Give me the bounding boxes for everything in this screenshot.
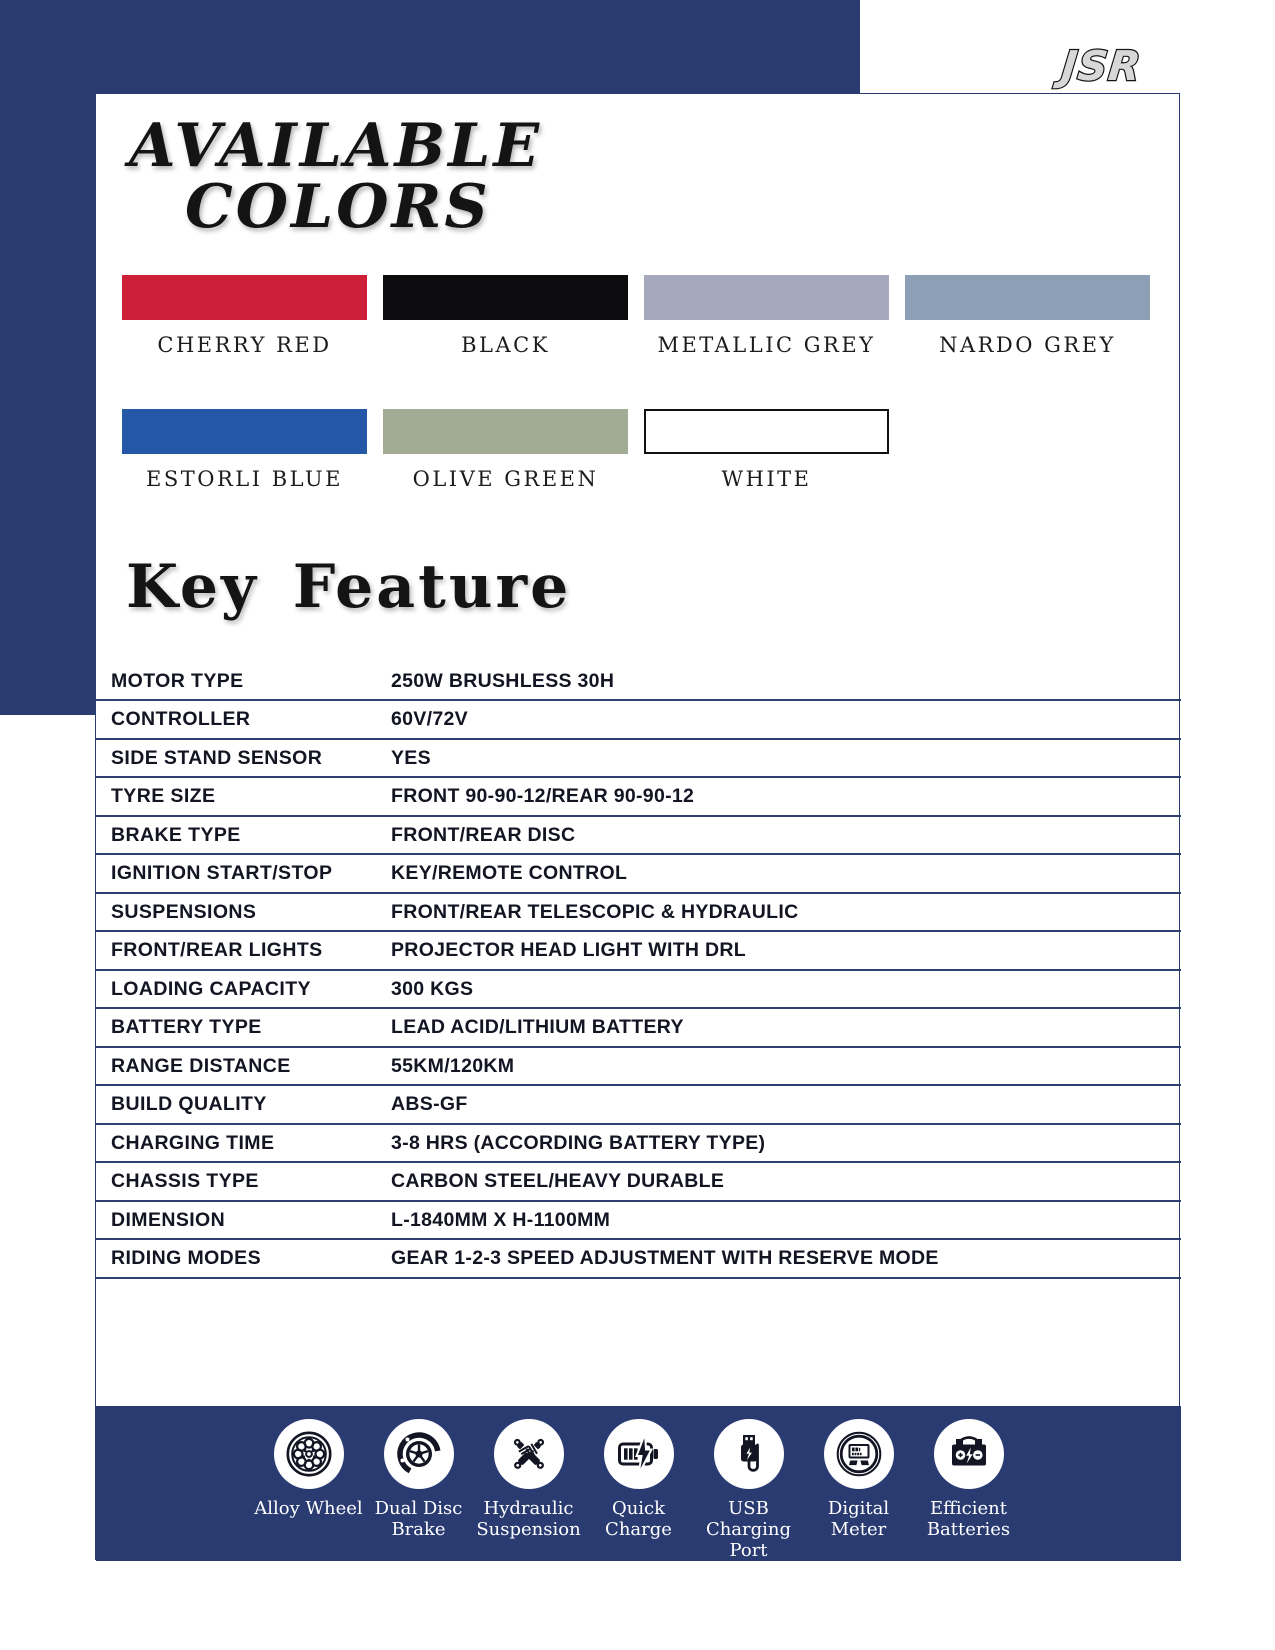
- footer-feature-item: [804, 1419, 914, 1540]
- footer-feature-label: USB Charging Port: [705, 1498, 792, 1562]
- available-colors-title: [129, 111, 543, 243]
- spec-row: [96, 817, 1181, 856]
- spec-value: 300 KGS: [391, 977, 474, 1000]
- spec-label: IGNITION START/STOP: [111, 862, 333, 885]
- dual-disc-brake-icon: [384, 1419, 454, 1489]
- spec-value: 3-8 HRS (ACCORDING BATTERY TYPE): [391, 1131, 766, 1154]
- alloy-wheel-icon: [274, 1419, 344, 1489]
- footer-feature-item: [914, 1419, 1024, 1540]
- spec-value: FRONT 90-90-12/REAR 90-90-12: [391, 785, 695, 808]
- spec-value: GEAR 1-2-3 SPEED ADJUSTMENT WITH RESERVE MODE: [391, 1247, 939, 1270]
- available-colors-title-line1: AVAILABLE: [129, 111, 543, 181]
- spec-row: [96, 932, 1181, 971]
- spec-row: [96, 971, 1181, 1010]
- color-swatch-label: WHITE: [721, 467, 812, 491]
- footer-feature-label: Efficient Batteries: [926, 1498, 1011, 1541]
- spec-label: CONTROLLER: [111, 708, 251, 731]
- spec-value: ABS-GF: [391, 1093, 468, 1116]
- spec-row: [96, 1048, 1181, 1087]
- svg-text:JSR: JSR: [1059, 42, 1144, 90]
- spec-label: MOTOR TYPE: [111, 669, 244, 692]
- spec-label: CHASSIS TYPE: [111, 1170, 259, 1193]
- color-swatch-label: CHERRY RED: [157, 333, 332, 357]
- content-card: [95, 93, 1180, 1560]
- spec-value: KEY/REMOTE CONTROL: [391, 862, 628, 885]
- color-swatch: [644, 409, 889, 454]
- spec-value: LEAD ACID/LITHIUM BATTERY: [391, 1016, 684, 1039]
- spec-table: [96, 663, 1181, 1279]
- color-swatch: [383, 409, 628, 454]
- spec-value: L-1840MM X H-1100MM: [391, 1208, 611, 1231]
- color-swatch-item: [644, 409, 889, 491]
- spec-label: BATTERY TYPE: [111, 1016, 262, 1039]
- spec-label: CHARGING TIME: [111, 1131, 275, 1154]
- color-swatch-item: [644, 275, 889, 357]
- available-colors-title-line2: COLORS: [185, 172, 491, 243]
- left-navy-strip: [0, 0, 96, 715]
- spec-row: [96, 1086, 1181, 1125]
- spec-row: [96, 778, 1181, 817]
- spec-label: BUILD QUALITY: [111, 1093, 267, 1116]
- footer-feature-item: [584, 1419, 694, 1540]
- footer-feature-item: [694, 1419, 804, 1562]
- spec-value: 250W BRUSHLESS 30H: [391, 669, 615, 692]
- color-swatch: [383, 275, 628, 320]
- spec-row: [96, 1240, 1181, 1279]
- color-swatch: [122, 409, 367, 454]
- color-swatch: [122, 275, 367, 320]
- color-swatch-label: NARDO GREY: [939, 333, 1116, 357]
- spec-label: RANGE DISTANCE: [111, 1054, 291, 1077]
- usb-charging-port-icon: [714, 1419, 784, 1489]
- hydraulic-suspension-icon: [494, 1419, 564, 1489]
- quick-charge-icon: [604, 1419, 674, 1489]
- spec-value: 55KM/120KM: [391, 1054, 515, 1077]
- spec-label: TYRE SIZE: [111, 785, 216, 808]
- spec-label: DIMENSION: [111, 1208, 226, 1231]
- color-swatch-item: [905, 275, 1150, 357]
- jsr-logo: [1026, 42, 1178, 90]
- spec-row: [96, 1163, 1181, 1202]
- spec-label: LOADING CAPACITY: [111, 977, 311, 1000]
- logo-corner: [860, 0, 1275, 93]
- spec-value: YES: [391, 746, 431, 769]
- spec-row: [96, 1009, 1181, 1048]
- spec-label: FRONT/REAR LIGHTS: [111, 939, 323, 962]
- spec-row: [96, 1125, 1181, 1164]
- spec-value: CARBON STEEL/HEAVY DURABLE: [391, 1170, 725, 1193]
- spec-label: SUSPENSIONS: [111, 900, 257, 923]
- color-swatch-item: [122, 275, 367, 357]
- spec-label: RIDING MODES: [111, 1247, 261, 1270]
- color-swatch-label: BLACK: [461, 333, 550, 357]
- color-swatch-label: METALLIC GREY: [657, 333, 876, 357]
- footer-feature-item: [254, 1419, 364, 1519]
- spec-row: [96, 855, 1181, 894]
- footer-feature-item: [364, 1419, 474, 1540]
- footer-feature-label: Alloy Wheel: [254, 1498, 363, 1519]
- spec-value: 60V/72V: [391, 708, 468, 731]
- key-feature-title: Key Feature: [126, 552, 572, 622]
- spec-row: [96, 701, 1181, 740]
- spec-label: BRAKE TYPE: [111, 823, 241, 846]
- spec-row: [96, 894, 1181, 933]
- efficient-batteries-icon: [934, 1419, 1004, 1489]
- footer-feature-item: [474, 1419, 584, 1540]
- digital-meter-icon: [824, 1419, 894, 1489]
- footer-feature-label: Quick Charge: [605, 1498, 672, 1541]
- color-swatch: [905, 275, 1150, 320]
- footer-feature-label: Dual Disc Brake: [374, 1498, 463, 1541]
- spec-row: [96, 1202, 1181, 1241]
- color-swatch-item: [383, 409, 628, 491]
- footer-feature-label: Digital Meter: [827, 1498, 890, 1541]
- color-swatch: [644, 275, 889, 320]
- spec-label: SIDE STAND SENSOR: [111, 746, 323, 769]
- color-swatch-item: [383, 275, 628, 357]
- color-swatch-label: OLIVE GREEN: [412, 467, 599, 491]
- color-swatch-item: [122, 409, 367, 491]
- footer-feature-label: Hydraulic Suspension: [476, 1498, 581, 1541]
- spec-value: PROJECTOR HEAD LIGHT WITH DRL: [391, 939, 747, 962]
- spec-row: [96, 740, 1181, 779]
- footer-feature-band: [96, 1406, 1181, 1561]
- spec-value: FRONT/REAR DISC: [391, 823, 576, 846]
- spec-value: FRONT/REAR TELESCOPIC & HYDRAULIC: [391, 900, 799, 923]
- spec-row: [96, 663, 1181, 702]
- color-swatch-label: ESTORLI BLUE: [146, 467, 343, 491]
